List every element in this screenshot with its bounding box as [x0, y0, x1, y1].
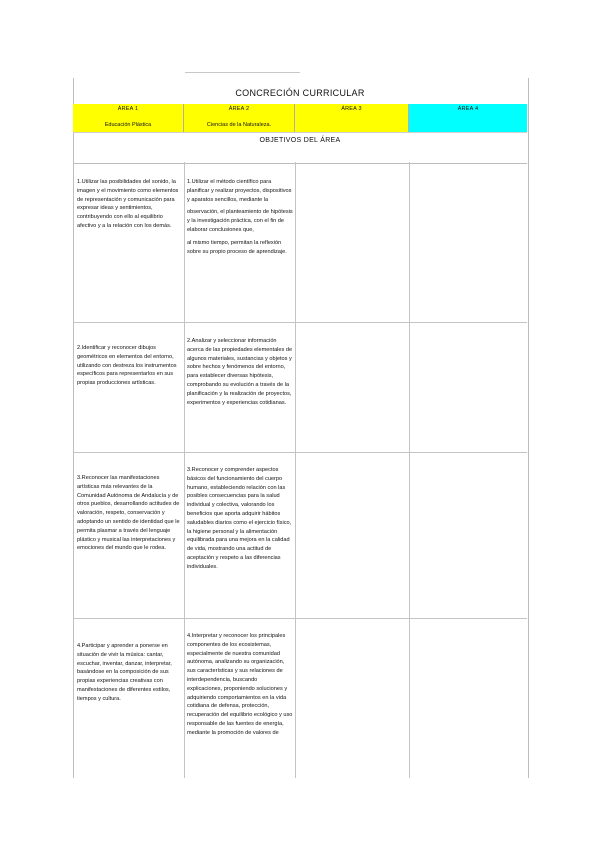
objective-2-area-2: 2.Analizar y seleccionar información acerca de las propiedades elementales de algunos materiales, sustancias y objetos y sobre hechos y fenómenos del entorno, para establecer diversas hipótesis, comprobando su evolución a través de la planificación y la realización de proyectos, experimentos y experiencias cotidianas.	[187, 338, 293, 406]
objective-1-area-2-part-3: al mismo tiempo, permitan la reflexión sobre su propio proceso de aprendizaje.	[187, 239, 287, 255]
column-divider	[409, 162, 410, 778]
objectives-table	[73, 162, 527, 778]
objective-1-area-1: 1.Utilizar las posibilidades del sonido, la imagen y el movimiento como elementos de representación y comunicación para expresar ideas y sentimientos, contribuyendo con ello al equilibrio afectivo y a la relación con los demás.	[77, 179, 179, 229]
area-3-label: ÁREA 3	[341, 106, 362, 112]
row-divider	[73, 452, 527, 453]
area-1-header	[73, 104, 184, 132]
column-divider	[295, 162, 296, 778]
row-divider	[73, 322, 527, 323]
objective-1-area-2-part-1: 1.Utilizar el método científico para planificar y realizar proyectos, dispositivos y aparatos sencillos, mediante la	[187, 179, 292, 203]
document-title: CONCRECIÓN CURRICULAR	[235, 88, 365, 98]
objectives-header-row	[73, 132, 527, 164]
row-divider	[73, 618, 527, 619]
area-2-name: Ciencias de la Naturaleza.	[206, 122, 272, 128]
objective-4-area-1: 4.Participar y aprender a ponerse en situación de vivir la música: cantar, escuchar, inventar, danzar, interpretar, basándose en la composición de sus propias experiencias creativas con manifestaciones de diferentes estilos, tiempos y cultura.	[77, 643, 172, 702]
column-divider	[184, 162, 185, 778]
area-1-label: ÁREA 1	[117, 106, 139, 112]
objective-1-area-2-part-2: observación, el planteamiento de hipótesis y la investigación práctica, con el fin de elaborar conclusiones que,	[187, 209, 293, 233]
objectives-title: OBJETIVOS DEL ÁREA	[259, 137, 341, 144]
objective-3-area-1: 3.Reconocer las manifestaciones artísticas más relevantes de la Comunidad Autónoma de Andalucía y de otros pueblos, desarrollando actitudes de valoración, respeto, conservación y adoptando un sentido de identidad que le permita plasmar a través del lenguaje plástico y musical las interpretaciones y emociones del mundo que le rodea.	[77, 475, 180, 552]
area-4-header	[409, 104, 527, 132]
area-1-name: Educación Plástica	[104, 122, 152, 128]
area-2-label: ÁREA 2	[228, 106, 250, 112]
area-header-row	[73, 104, 527, 132]
objective-4-area-2: 4.Interpretar y reconocer los principales componentes de los ecosistemas, especialmente de nuestra comunidad autónoma, analizando su organización, sus características y sus relaciones de interdependencia, buscando explicaciones, proponiendo soluciones y adquiriendo comportamientos en la vida cotidiana de defensa, protección, recuperación del equilibrio ecológico y uso responsable de las fuentes de energía, mediante la promoción de valores de	[187, 633, 293, 736]
objective-3-area-2: 3.Reconocer y comprender aspectos básicos del funcionamiento del cuerpo humano, estableciendo relación con las posibles consecuencias para la salud individual y colectiva, valorando los beneficios que aporta adquirir hábitos saludables diarios como el ejercicio físico, la higiene personal y la alimentación equilibrada para una mejora en la calidad de vida, mostrando una actitud de aceptación y respeto a las diferencias individuales.	[187, 467, 292, 570]
objective-1-area-2	[187, 178, 293, 260]
title-row	[73, 78, 527, 105]
objective-2-area-1: 2.Identificar y reconocer dibujos geométricos en elementos del entorno, utilizando con destreza los instrumentos específicos para representarlos en sus propias producciones artísticas.	[77, 345, 177, 387]
area-4-label: ÁREA 4	[457, 106, 479, 112]
sheet-tab-edge	[185, 72, 300, 73]
area-3-header	[295, 104, 409, 132]
area-2-header	[184, 104, 295, 132]
